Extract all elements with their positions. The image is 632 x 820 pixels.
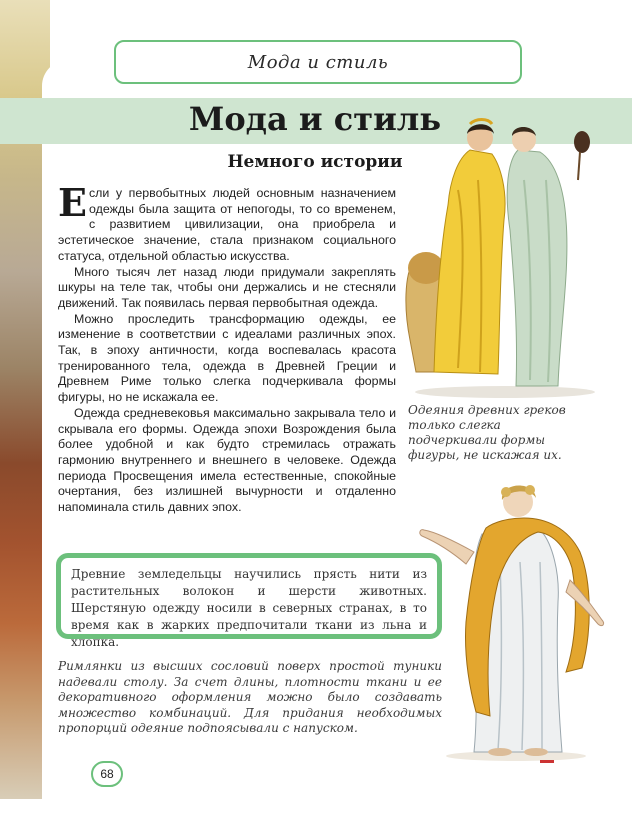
section-subtitle: Немного истории bbox=[227, 152, 403, 172]
caption-roman-clothing: Римлянки из высших сословий поверх простой туники надевали столу. За счет длины, плотности ткани и ее декоративного оформления можно было создавать множество комбинаций. Для придания необходимых пропорций одеяние подпоясывали с напуском. bbox=[58, 659, 442, 736]
drop-cap: Е bbox=[58, 180, 87, 225]
page-number: 68 bbox=[91, 761, 123, 787]
page-title: Мода и стиль bbox=[188, 100, 442, 138]
section-header-tab bbox=[114, 40, 522, 84]
greek-women-illustration bbox=[400, 110, 600, 400]
paragraph-3: Можно проследить трансформацию одежды, ее изменение в соответствии с идеалами различных эпох. Так, в эпоху античности, когда воспевалась красота тренированного тела, одежда в Древней Греции и Древнем Риме только слегка подчеркивала формы фигуры, но не искажала ее. bbox=[58, 311, 396, 405]
roman-woman-illustration bbox=[416, 472, 612, 764]
paragraph-1-text: сли у первобытных людей основным назначением одежды была защита от непогоды, то со временем, с развитием цивилизации, она приобрела и эстетическое значение, стала признаком социального статуса, отдельной областью искусства. bbox=[58, 186, 396, 263]
paragraph-1 bbox=[58, 180, 396, 265]
paragraph-2: Много тысяч лет назад люди придумали закреплять шкуры на теле так, чтобы они держались и не стесняли движений. Так появилась первая первобытная одежда. bbox=[58, 264, 396, 310]
decorative-mark bbox=[540, 760, 554, 763]
article-body bbox=[58, 180, 396, 516]
section-header-label: Мода и стиль bbox=[247, 51, 389, 73]
paragraph-4: Одежда средневековья максимально закрывала тело и скрывала его формы. Одежда эпохи Возрождения была более удобной и как будто стремилась отражать гармонию внутреннего и внешнего в человеке. Одежда периода Просвещения имела естественные, спокойные очертания, без излишней вычурности и отдаленно напоминала стиль давних эпох. bbox=[58, 405, 396, 515]
caption-greek-clothing: Одеяния древних греков только слегка подчеркивали формы фигуры, не искажая их. bbox=[408, 403, 566, 462]
fact-callout-box: Древние земледельцы научились прясть нити из растительных волокон и шерсти животных. Шерстяную одежду носили в северных странах, в то время как в жарких предпочитали ткани из льна и хлопка. bbox=[56, 553, 442, 639]
